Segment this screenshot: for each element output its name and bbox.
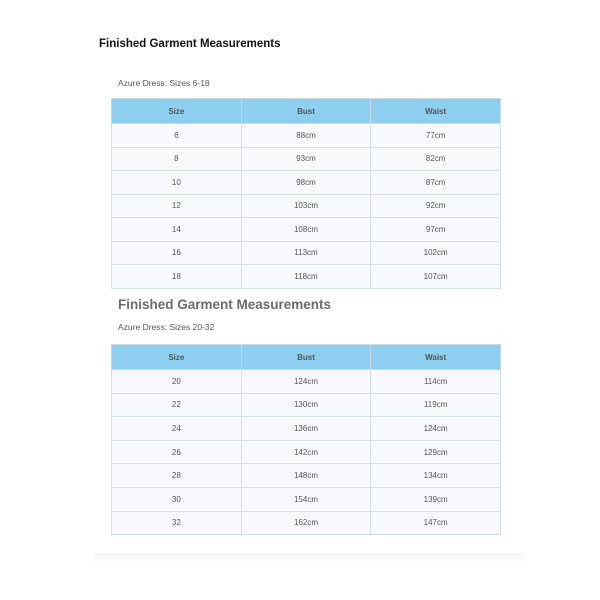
cell-size: 30: [112, 487, 242, 511]
table-row: [112, 218, 501, 242]
page-bottom-shadow: [95, 553, 525, 567]
cell-bust: 118cm: [241, 265, 371, 289]
cell-size: 22: [112, 393, 242, 417]
cell-size: 26: [112, 440, 242, 464]
table-1-subtitle: Azure Dress: Sizes 6-18: [118, 78, 210, 88]
header-bust: Bust: [241, 99, 371, 124]
cell-waist: 102cm: [371, 241, 501, 265]
header-waist: Waist: [371, 345, 501, 370]
table-row: [112, 440, 501, 464]
cell-waist: 119cm: [371, 393, 501, 417]
table-row: [112, 511, 501, 535]
table-row: [112, 393, 501, 417]
table-row: [112, 265, 501, 289]
cell-bust: 88cm: [241, 124, 371, 148]
cell-waist: 129cm: [371, 440, 501, 464]
table-row: [112, 370, 501, 394]
cell-bust: 162cm: [241, 511, 371, 535]
cell-waist: 139cm: [371, 487, 501, 511]
cell-waist: 82cm: [371, 147, 501, 171]
header-bust: Bust: [241, 345, 371, 370]
cell-size: 8: [112, 147, 242, 171]
cell-bust: 142cm: [241, 440, 371, 464]
table-row: [112, 171, 501, 195]
cell-waist: 107cm: [371, 265, 501, 289]
cell-size: 14: [112, 218, 242, 242]
cell-bust: 136cm: [241, 417, 371, 441]
cell-size: 6: [112, 124, 242, 148]
cell-bust: 113cm: [241, 241, 371, 265]
cell-size: 12: [112, 194, 242, 218]
size-table-20-32: [111, 344, 501, 535]
header-size: Size: [112, 99, 242, 124]
cell-size: 10: [112, 171, 242, 195]
page-title: Finished Garment Measurements: [99, 38, 281, 50]
cell-bust: 98cm: [241, 171, 371, 195]
cell-size: 16: [112, 241, 242, 265]
cell-bust: 130cm: [241, 393, 371, 417]
section-2-title: Finished Garment Measurements: [118, 297, 332, 312]
table-row: [112, 417, 501, 441]
cell-waist: 114cm: [371, 370, 501, 394]
cell-bust: 108cm: [241, 218, 371, 242]
table-row: [112, 194, 501, 218]
cell-size: 18: [112, 265, 242, 289]
cell-waist: 77cm: [371, 124, 501, 148]
header-size: Size: [112, 345, 242, 370]
cell-size: 24: [112, 417, 242, 441]
size-table-6-18: [111, 98, 501, 289]
table-row: [112, 464, 501, 488]
cell-waist: 147cm: [371, 511, 501, 535]
cell-size: 28: [112, 464, 242, 488]
cell-bust: 124cm: [241, 370, 371, 394]
cell-size: 32: [112, 511, 242, 535]
table-row: [112, 147, 501, 171]
table-header-row: [112, 345, 501, 370]
table-row: [112, 487, 501, 511]
table-row: [112, 124, 501, 148]
cell-bust: 148cm: [241, 464, 371, 488]
header-waist: Waist: [371, 99, 501, 124]
cell-bust: 103cm: [241, 194, 371, 218]
table-row: [112, 241, 501, 265]
cell-waist: 97cm: [371, 218, 501, 242]
table-header-row: [112, 99, 501, 124]
cell-bust: 93cm: [241, 147, 371, 171]
cell-bust: 154cm: [241, 487, 371, 511]
table-2-subtitle: Azure Dress: Sizes 20-32: [118, 322, 215, 332]
cell-waist: 87cm: [371, 171, 501, 195]
cell-waist: 124cm: [371, 417, 501, 441]
cell-size: 20: [112, 370, 242, 394]
cell-waist: 134cm: [371, 464, 501, 488]
cell-waist: 92cm: [371, 194, 501, 218]
